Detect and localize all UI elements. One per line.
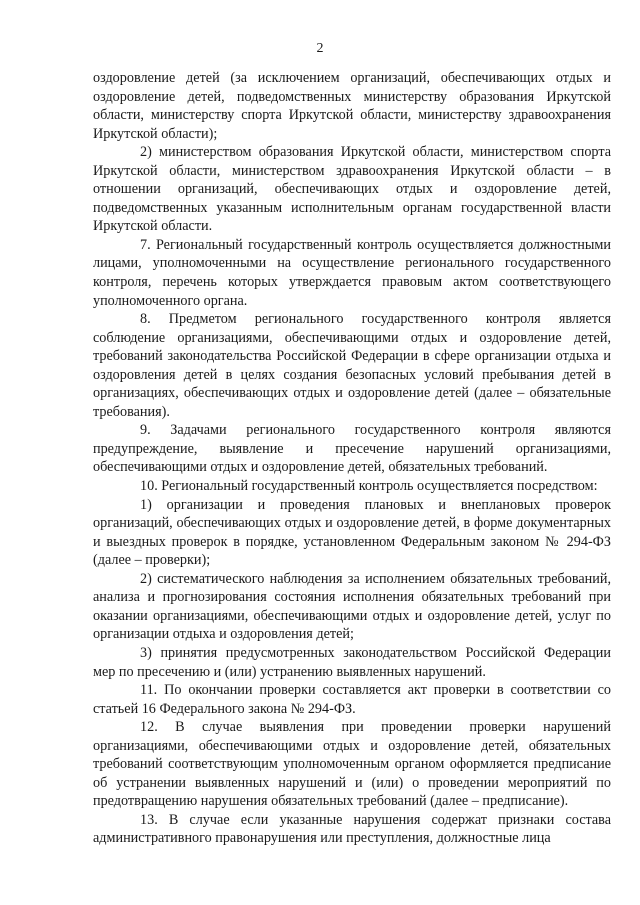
- paragraph-7: 7. Региональный государственный контроль осуществляется должностными лицами, уполномоченными на осуществление регионального государственного контроля, перечень которых утверждается правовым актом соответствующего уполномоченного органа.: [93, 236, 611, 309]
- paragraph-11: 11. По окончании проверки составляется акт проверки в соответствии со статьей 16 Федерального закона № 294-ФЗ.: [93, 682, 611, 717]
- paragraph-10: 10. Региональный государственный контроль осуществляется посредством:: [140, 478, 598, 495]
- paragraph-9: 9. Задачами регионального государственного контроля являются предупреждение, выявление и пресечение нарушений организациями, обеспечивающими отдых и оздоровление детей, обязательных требований.: [93, 422, 611, 476]
- paragraph-10-item-3: 3) принятия предусмотренных законодательством Российской Федерации мер по пресечению и (или) устранению выявленных нарушений.: [93, 644, 611, 680]
- paragraph-13: 13. В случае если указанные нарушения содержат признаки состава административного правонарушения или преступления, должностные лица: [93, 811, 611, 847]
- document-body: [93, 69, 611, 848]
- paragraph-8: 8. Предметом регионального государственного контроля является соблюдение организациями, обеспечивающими отдых и оздоровление детей, требований законодательства Российской Федерации в сфере организации отдыха и оздоровления детей в целях создания безопасных условий пребывания детей в организациях, обеспечивающих отдых и оздоровление детей (далее – обязательные требования).: [93, 311, 611, 420]
- paragraph-continuation: оздоровление детей (за исключением организаций, обеспечивающих отдых и оздоровление детей, подведомственных министерству образования Иркутской области, министерству спорта Иркутской области, министерству здравоохранения Иркутской области);: [93, 70, 611, 142]
- paragraph-10-item-1: 1) организации и проведения плановых и внеплановых проверок организаций, обеспечивающих отдых и оздоровление детей, в форме документарных и выездных проверок в порядке, установленном Федеральным законом № 294-ФЗ (далее – проверки);: [93, 496, 611, 569]
- paragraph-item-2-ministries: 2) министерством образования Иркутской области, министерством спорта Иркутской области, министерством здравоохранения Иркутской области – в отношении организаций, обеспечивающих отдых и оздоровление детей, подведомственных указанным исполнительным органам государственной власти Иркутской области.: [93, 144, 611, 235]
- paragraph-12: 12. В случае выявления при проведении проверки нарушений организациями, обеспечивающими отдых и оздоровление детей, обязательных требований соответствующим уполномоченным органом оформляется предписание об устранении выявленных нарушений и (или) о проведении мероприятий по предотвращению нарушения обязательных требований (далее – предписание).: [93, 719, 611, 810]
- paragraph-10-item-2: 2) систематического наблюдения за исполнением обязательных требований, анализа и прогнозирования состояния исполнения обязательных требований при оказании организациями, обеспечивающими отдых и оздоровление детей, услуг по организации отдыха и оздоровления детей;: [93, 570, 611, 643]
- page-number: 2: [316, 41, 324, 56]
